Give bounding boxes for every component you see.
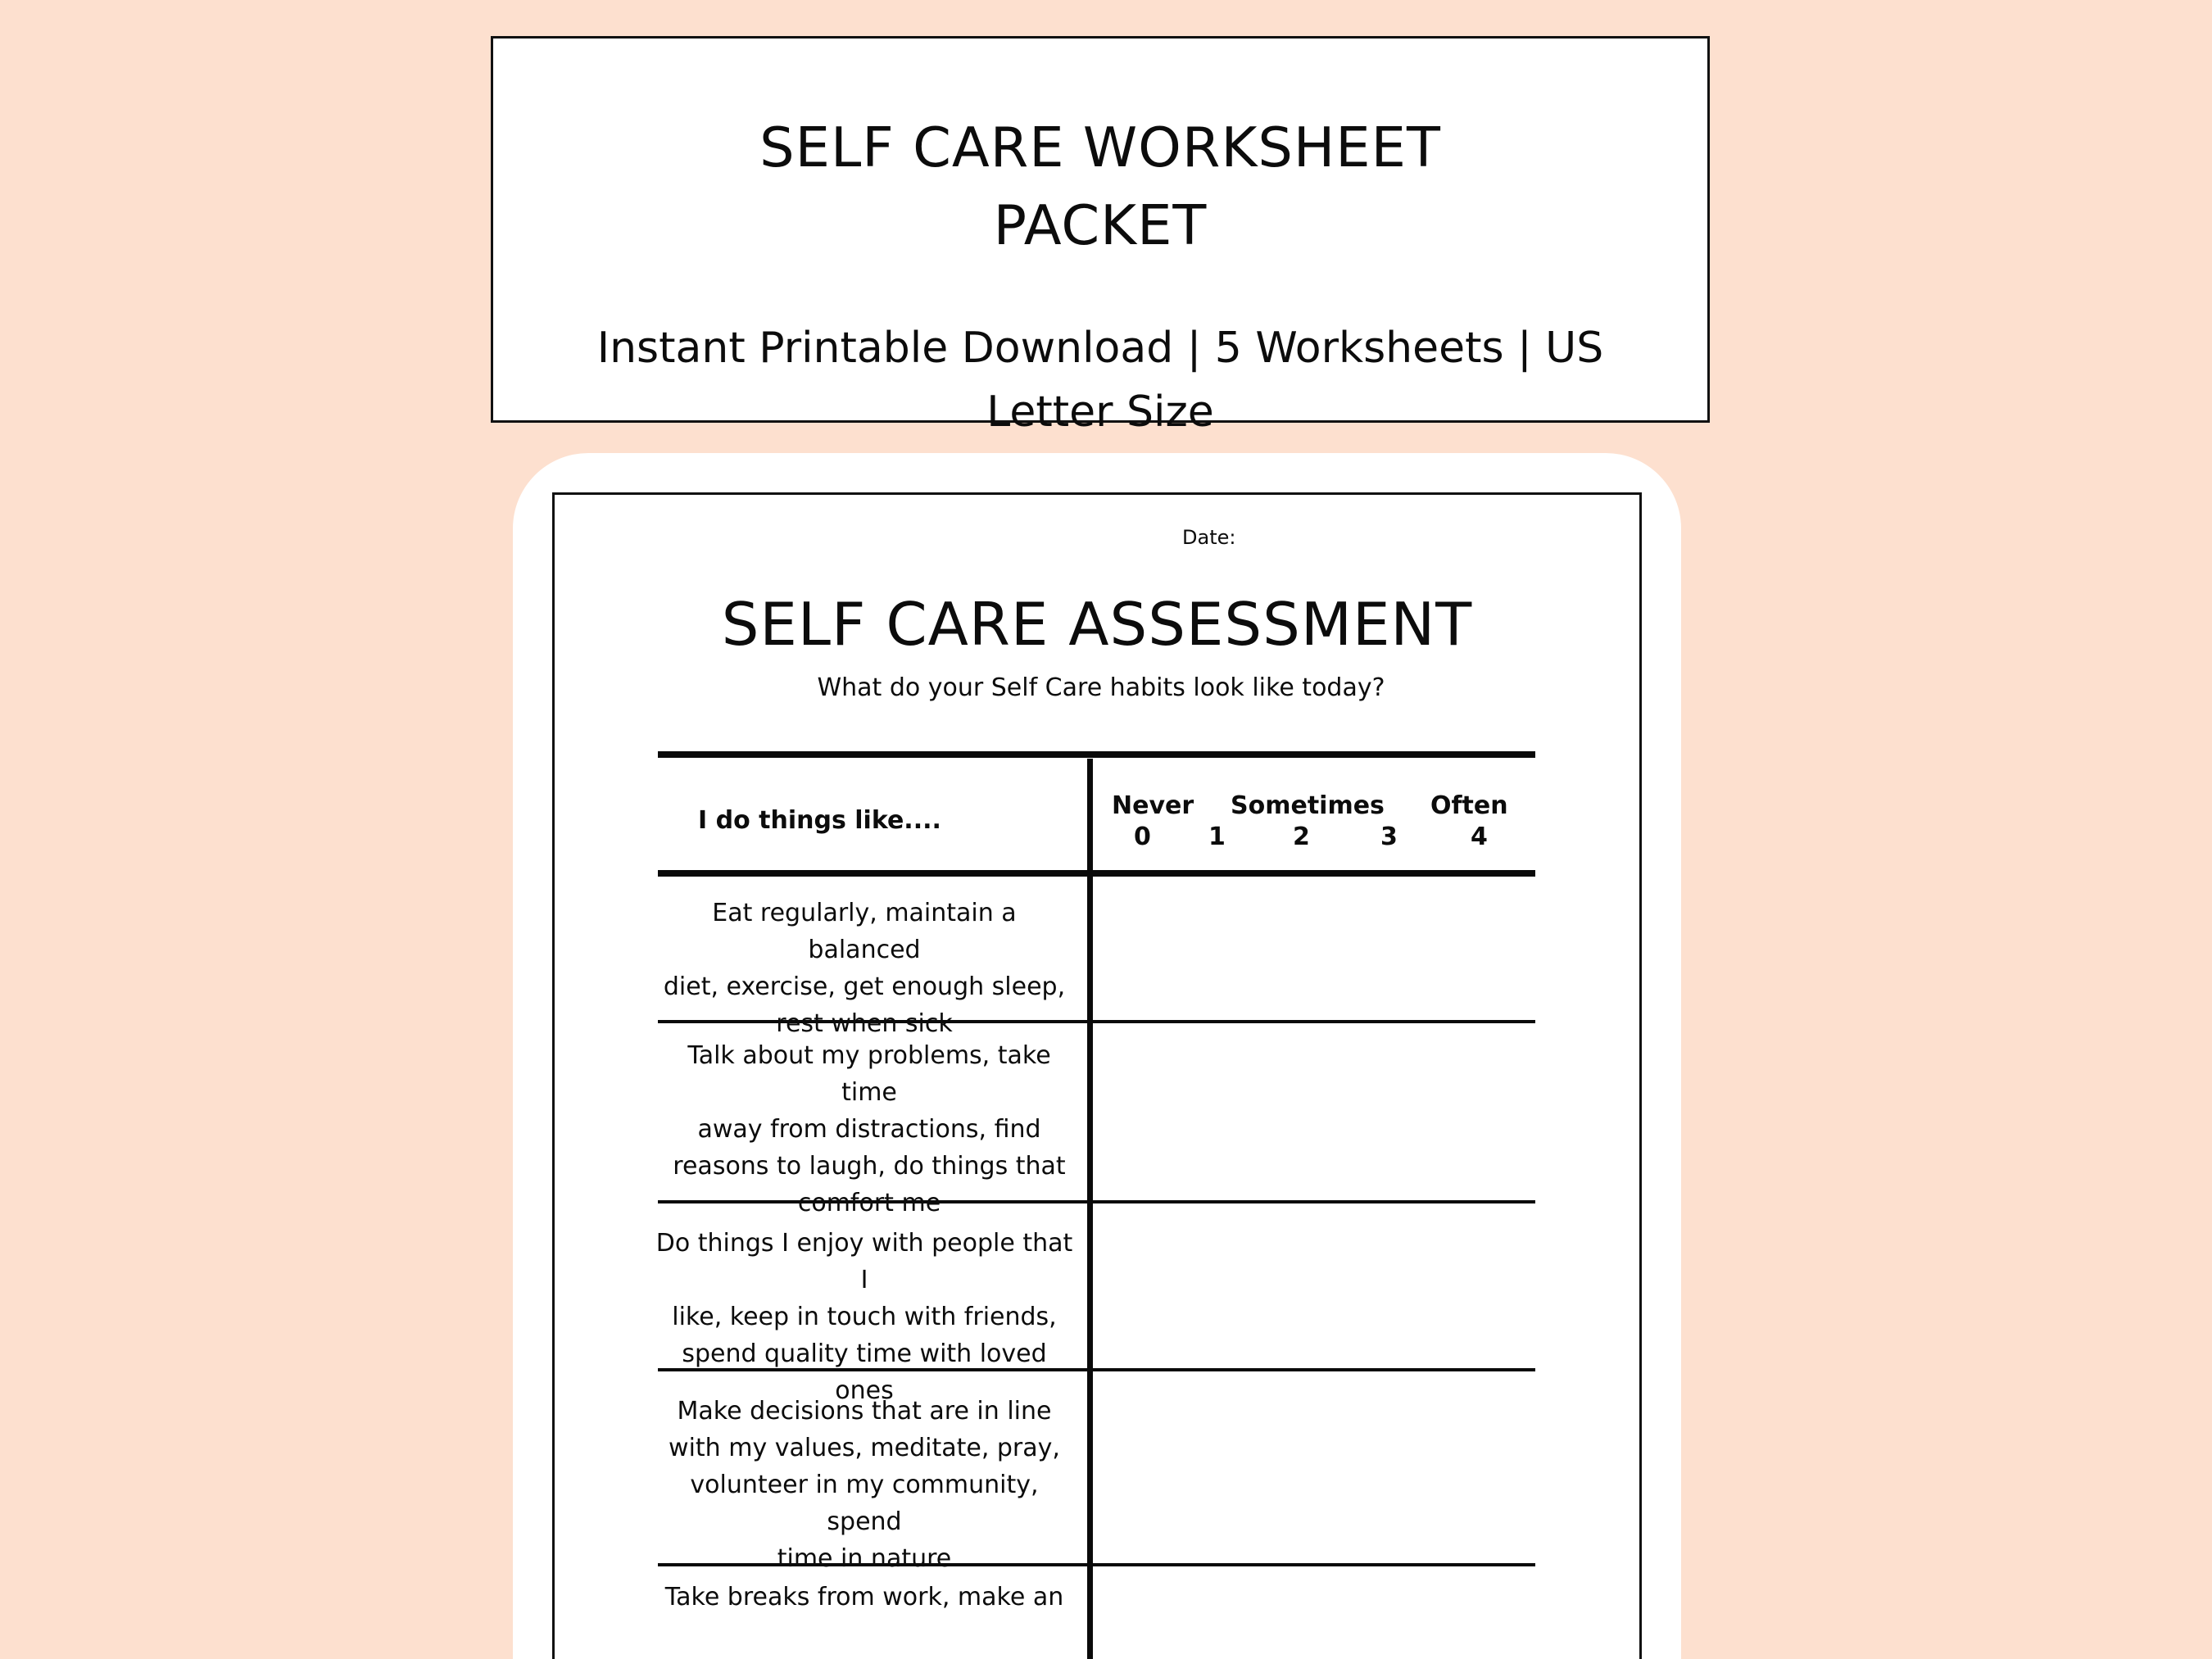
table-row-line: Take breaks from work, make an [664, 1583, 1064, 1611]
scale-number: 4 [1471, 823, 1488, 851]
packet-title-box [491, 36, 1710, 437]
table-row-text [655, 895, 1073, 1042]
table-row-text [655, 1225, 1073, 1409]
table-row-line: with my values, meditate, pray, [669, 1434, 1060, 1462]
packet-subtitle-line-2: Letter Size [986, 388, 1214, 437]
packet-title-line-1: SELF CARE WORKSHEET [759, 116, 1441, 179]
table-row-line: away from distractions, find [697, 1115, 1041, 1144]
table-row-line: like, keep in touch with friends, [672, 1303, 1057, 1331]
table-row-line: comfort me [797, 1189, 941, 1217]
packet-title-line-2: PACKET [993, 193, 1208, 257]
table-top-rule [658, 751, 1535, 758]
scale-number: 1 [1208, 823, 1226, 851]
worksheet-title: SELF CARE ASSESSMENT [721, 590, 1473, 659]
packet-subtitle-line-1: Instant Printable Download | 5 Worksheets | US [596, 324, 1604, 373]
scale-label-never: Never [1112, 791, 1194, 820]
scale-number: 3 [1380, 823, 1398, 851]
table-row-line: Do things I enjoy with people that I [655, 1229, 1073, 1294]
table-row-line: Talk about my problems, take time [687, 1041, 1051, 1107]
table-row-line: time in nature [777, 1544, 952, 1573]
table-row-text [655, 1393, 1073, 1577]
table-row-line: spend quality time with loved ones [682, 1339, 1047, 1405]
table-row-line: volunteer in my community, spend [690, 1471, 1039, 1536]
table-row-line: diet, exercise, get enough sleep, [663, 972, 1066, 1001]
table-row-line: reasons to laugh, do things that [673, 1152, 1066, 1181]
scale-label-sometimes: Sometimes [1231, 791, 1385, 820]
scale-number: 0 [1134, 823, 1151, 851]
table-row-text [655, 1579, 1073, 1616]
table-header-rule [658, 870, 1535, 877]
worksheet-subtitle: What do your Self Care habits look like today? [817, 673, 1385, 702]
table-column-divider [1087, 759, 1093, 1659]
table-row-line: Make decisions that are in line [677, 1397, 1052, 1426]
table-row-line: Eat regularly, maintain a balanced [712, 899, 1017, 964]
table-row-text [660, 1037, 1078, 1222]
scale-number: 2 [1293, 823, 1310, 851]
scale-label-often: Often [1430, 791, 1508, 820]
activity-column-header: I do things like.... [698, 806, 941, 835]
date-label: Date: [1182, 526, 1236, 549]
table-row-line: rest when sick [776, 1009, 953, 1038]
